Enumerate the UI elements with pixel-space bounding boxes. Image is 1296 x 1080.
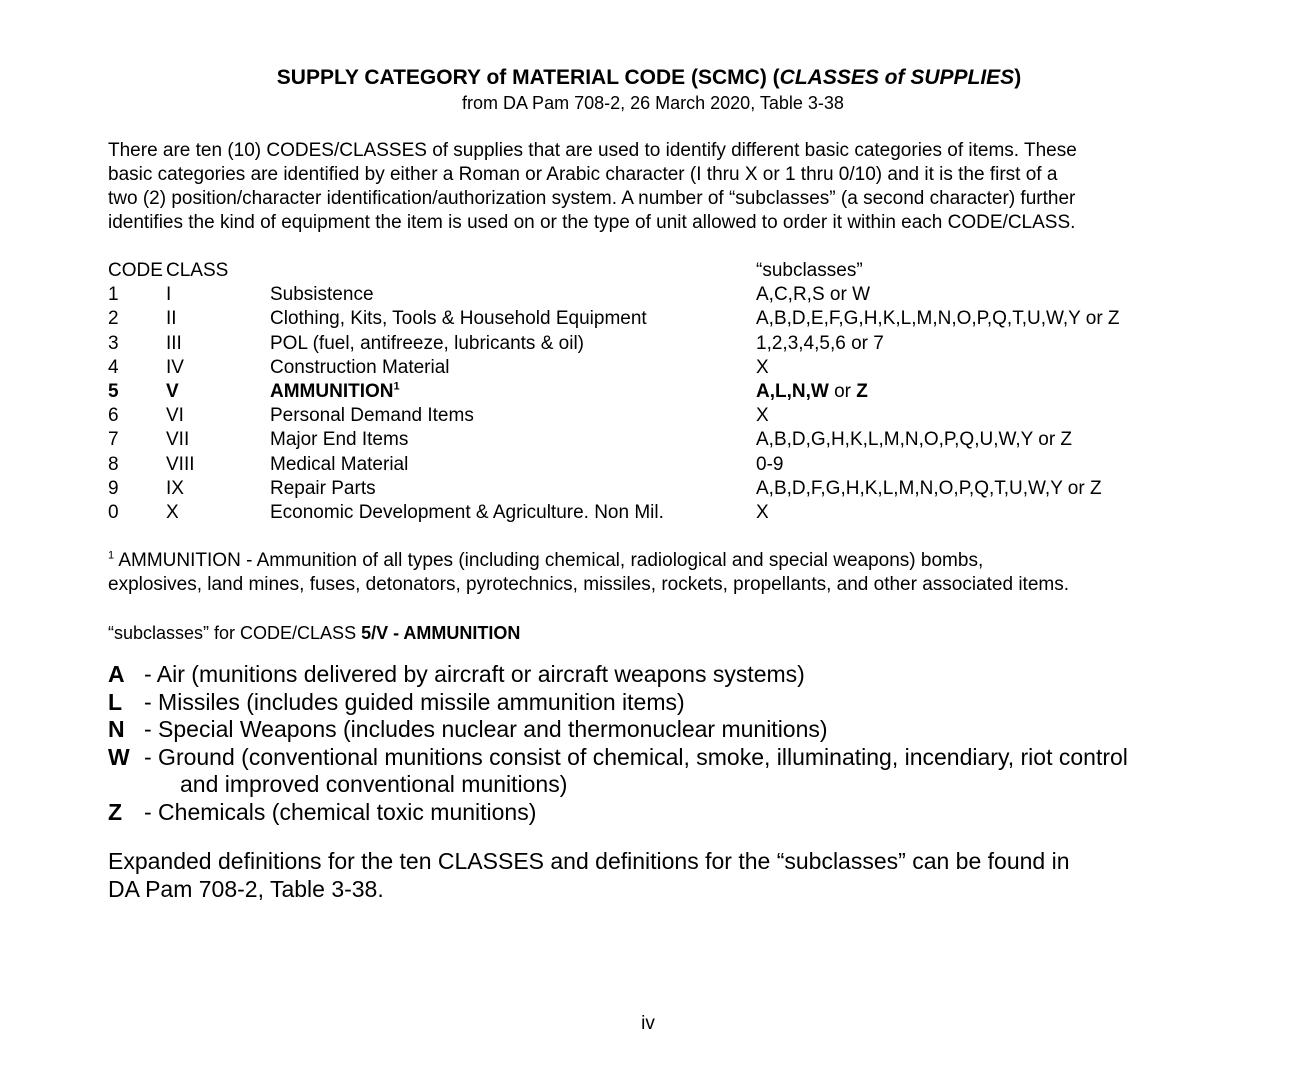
subclass-text: - Missiles (includes guided missile ammunition items): [144, 688, 685, 715]
subclass-key: N: [108, 716, 125, 743]
table-row: [108, 307, 1196, 331]
table-row: [108, 283, 1196, 307]
cell-desc: Repair Parts: [270, 477, 376, 499]
ammo-desc: AMMUNITION: [270, 380, 394, 402]
subclasses-heading-prefix: “subclasses” for CODE/CLASS: [108, 623, 362, 644]
table-row-ammunition: [108, 380, 1196, 404]
cell-class: I: [166, 284, 172, 306]
cell-class: [166, 380, 270, 404]
footnote-mark: 1: [108, 549, 115, 562]
table-row: [108, 332, 1196, 356]
closing-line: Expanded definitions for the ten CLASSES and definitions for the “subclasses” can be found in: [108, 848, 1070, 875]
cell-desc: Major End Items: [270, 429, 409, 451]
cell-class: VI: [166, 405, 184, 427]
cell-desc: POL (fuel, antifreeze, lubricants & oil): [270, 332, 584, 354]
cell-subclasses: X: [756, 501, 769, 523]
header-class: CLASS: [166, 260, 229, 281]
subclass-key: L: [108, 688, 123, 715]
page-subtitle: from DA Pam 708-2, 26 March 2020, Table 3-38: [462, 93, 844, 113]
header-subclasses: “subclasses”: [756, 260, 863, 281]
cell-class: VIII: [166, 453, 195, 475]
title-main: SUPPLY CATEGORY of MATERIAL CODE (SCMC) (: [276, 66, 780, 89]
list-item: [108, 744, 1198, 799]
ammunition-footnote: [108, 549, 1198, 597]
table-row: [108, 501, 1196, 525]
cell-subclasses: A,B,D,E,F,G,H,K,L,M,N,O,P,Q,T,U,W,Y or Z: [756, 308, 1120, 330]
ammo-sub-last: Z: [856, 380, 868, 402]
cell-code: 9: [108, 477, 119, 499]
cell-desc: Construction Material: [270, 356, 450, 378]
list-item: [108, 689, 1198, 717]
cell-desc: Personal Demand Items: [270, 405, 474, 427]
subclass-text: - Chemicals (chemical toxic munitions): [144, 798, 537, 825]
page-title: [100, 64, 1198, 92]
cell-subclasses: A,B,D,F,G,H,K,L,M,N,O,P,Q,T,U,W,Y or Z: [756, 477, 1102, 499]
cell-subclasses: 1,2,3,4,5,6 or 7: [756, 332, 884, 354]
table-row: [108, 356, 1196, 380]
cell-subclasses: A,B,D,G,H,K,L,M,N,O,P,Q,U,W,Y or Z: [756, 429, 1073, 451]
cell-desc: Medical Material: [270, 453, 409, 475]
cell-code: 4: [108, 356, 119, 378]
table-row: [108, 477, 1196, 501]
ammo-sub-or: or: [828, 380, 857, 402]
subclass-text: - Air (munitions delivered by aircraft or aircraft weapons systems): [144, 661, 805, 688]
footnote-line: explosives, land mines, fuses, detonators, pyrotechnics, missiles, rockets, propellants, and other associated items.: [108, 574, 1070, 596]
list-item: [108, 661, 1198, 689]
ammo-sub-bold: A,L,N,W: [756, 380, 829, 402]
page-number: iv: [641, 1013, 655, 1034]
subclass-text: - Special Weapons (includes nuclear and thermonuclear munitions): [144, 716, 828, 743]
ammunition-subclass-list: [108, 661, 1198, 826]
ammo-code: 5: [108, 380, 119, 402]
supply-classes-table: [108, 259, 1196, 525]
cell-desc: Clothing, Kits, Tools & Household Equipment: [270, 308, 647, 330]
subclasses-heading: [108, 621, 1198, 645]
intro-line: identifies the kind of equipment the item is used on or the type of unit allowed to order it within each CODE/CLASS.: [108, 212, 1076, 233]
cell-class: III: [166, 332, 182, 354]
footnote-mark: 1: [393, 380, 400, 393]
cell-class: VII: [166, 429, 190, 451]
subclass-key: Z: [108, 798, 123, 825]
intro-paragraph: [108, 139, 1198, 235]
cell-subclasses: X: [756, 356, 769, 378]
cell-class: II: [166, 308, 177, 330]
subclasses-heading-bold: 5/V - AMMUNITION: [361, 623, 521, 644]
header-desc: [270, 259, 756, 283]
cell-class: IX: [166, 477, 184, 499]
cell-code: 6: [108, 405, 119, 427]
subclass-text: - Ground (conventional munitions consist of chemical, smoke, illuminating, incendiary, riot control: [144, 743, 1128, 770]
subclass-key: W: [108, 743, 130, 770]
cell-subclasses: [756, 380, 1196, 404]
ammo-class: V: [166, 380, 179, 402]
cell-subclasses: 0-9: [756, 453, 784, 475]
list-item: [108, 716, 1198, 744]
cell-code: 2: [108, 308, 119, 330]
footnote-text: AMMUNITION - Ammunition of all types (including chemical, radiological and special weapons) bombs,: [114, 550, 984, 572]
subclass-key: A: [108, 661, 125, 688]
intro-line: two (2) position/character identification/authorization system. A number of “subclasses” (a second character) further: [108, 188, 1076, 209]
cell-code: [108, 380, 166, 404]
closing-paragraph: [108, 847, 1198, 903]
header-code: CODE: [108, 260, 163, 281]
cell-code: 0: [108, 501, 119, 523]
cell-desc: Economic Development & Agriculture. Non Mil.: [270, 501, 664, 523]
table-row: [108, 404, 1196, 428]
closing-line: DA Pam 708-2, Table 3-38.: [108, 876, 384, 903]
table-row: [108, 453, 1196, 477]
subclass-text-continued: and improved conventional munitions): [180, 771, 568, 798]
cell-code: 3: [108, 332, 119, 354]
cell-desc: [270, 380, 756, 404]
cell-code: 1: [108, 284, 119, 306]
intro-line: basic categories are identified by either a Roman or Arabic character (I thru X or 1 thru 0/10) and it is the first of a: [108, 164, 1058, 185]
cell-subclasses: X: [756, 405, 769, 427]
intro-line: There are ten (10) CODES/CLASSES of supplies that are used to identify different basic categories of items. These: [108, 140, 1077, 161]
document-page: [108, 64, 1198, 903]
table-row: [108, 428, 1196, 452]
table-header-row: [108, 259, 1196, 283]
cell-class: IV: [166, 356, 184, 378]
cell-class: X: [166, 501, 179, 523]
cell-subclasses: A,C,R,S or W: [756, 284, 871, 306]
cell-code: 7: [108, 429, 119, 451]
title-close: ): [1014, 66, 1022, 89]
list-item: [108, 799, 1198, 827]
cell-code: 8: [108, 453, 119, 475]
cell-desc: Subsistence: [270, 284, 374, 306]
footnote-line: [108, 549, 1198, 573]
title-italic: CLASSES of SUPPLIES: [779, 66, 1015, 89]
